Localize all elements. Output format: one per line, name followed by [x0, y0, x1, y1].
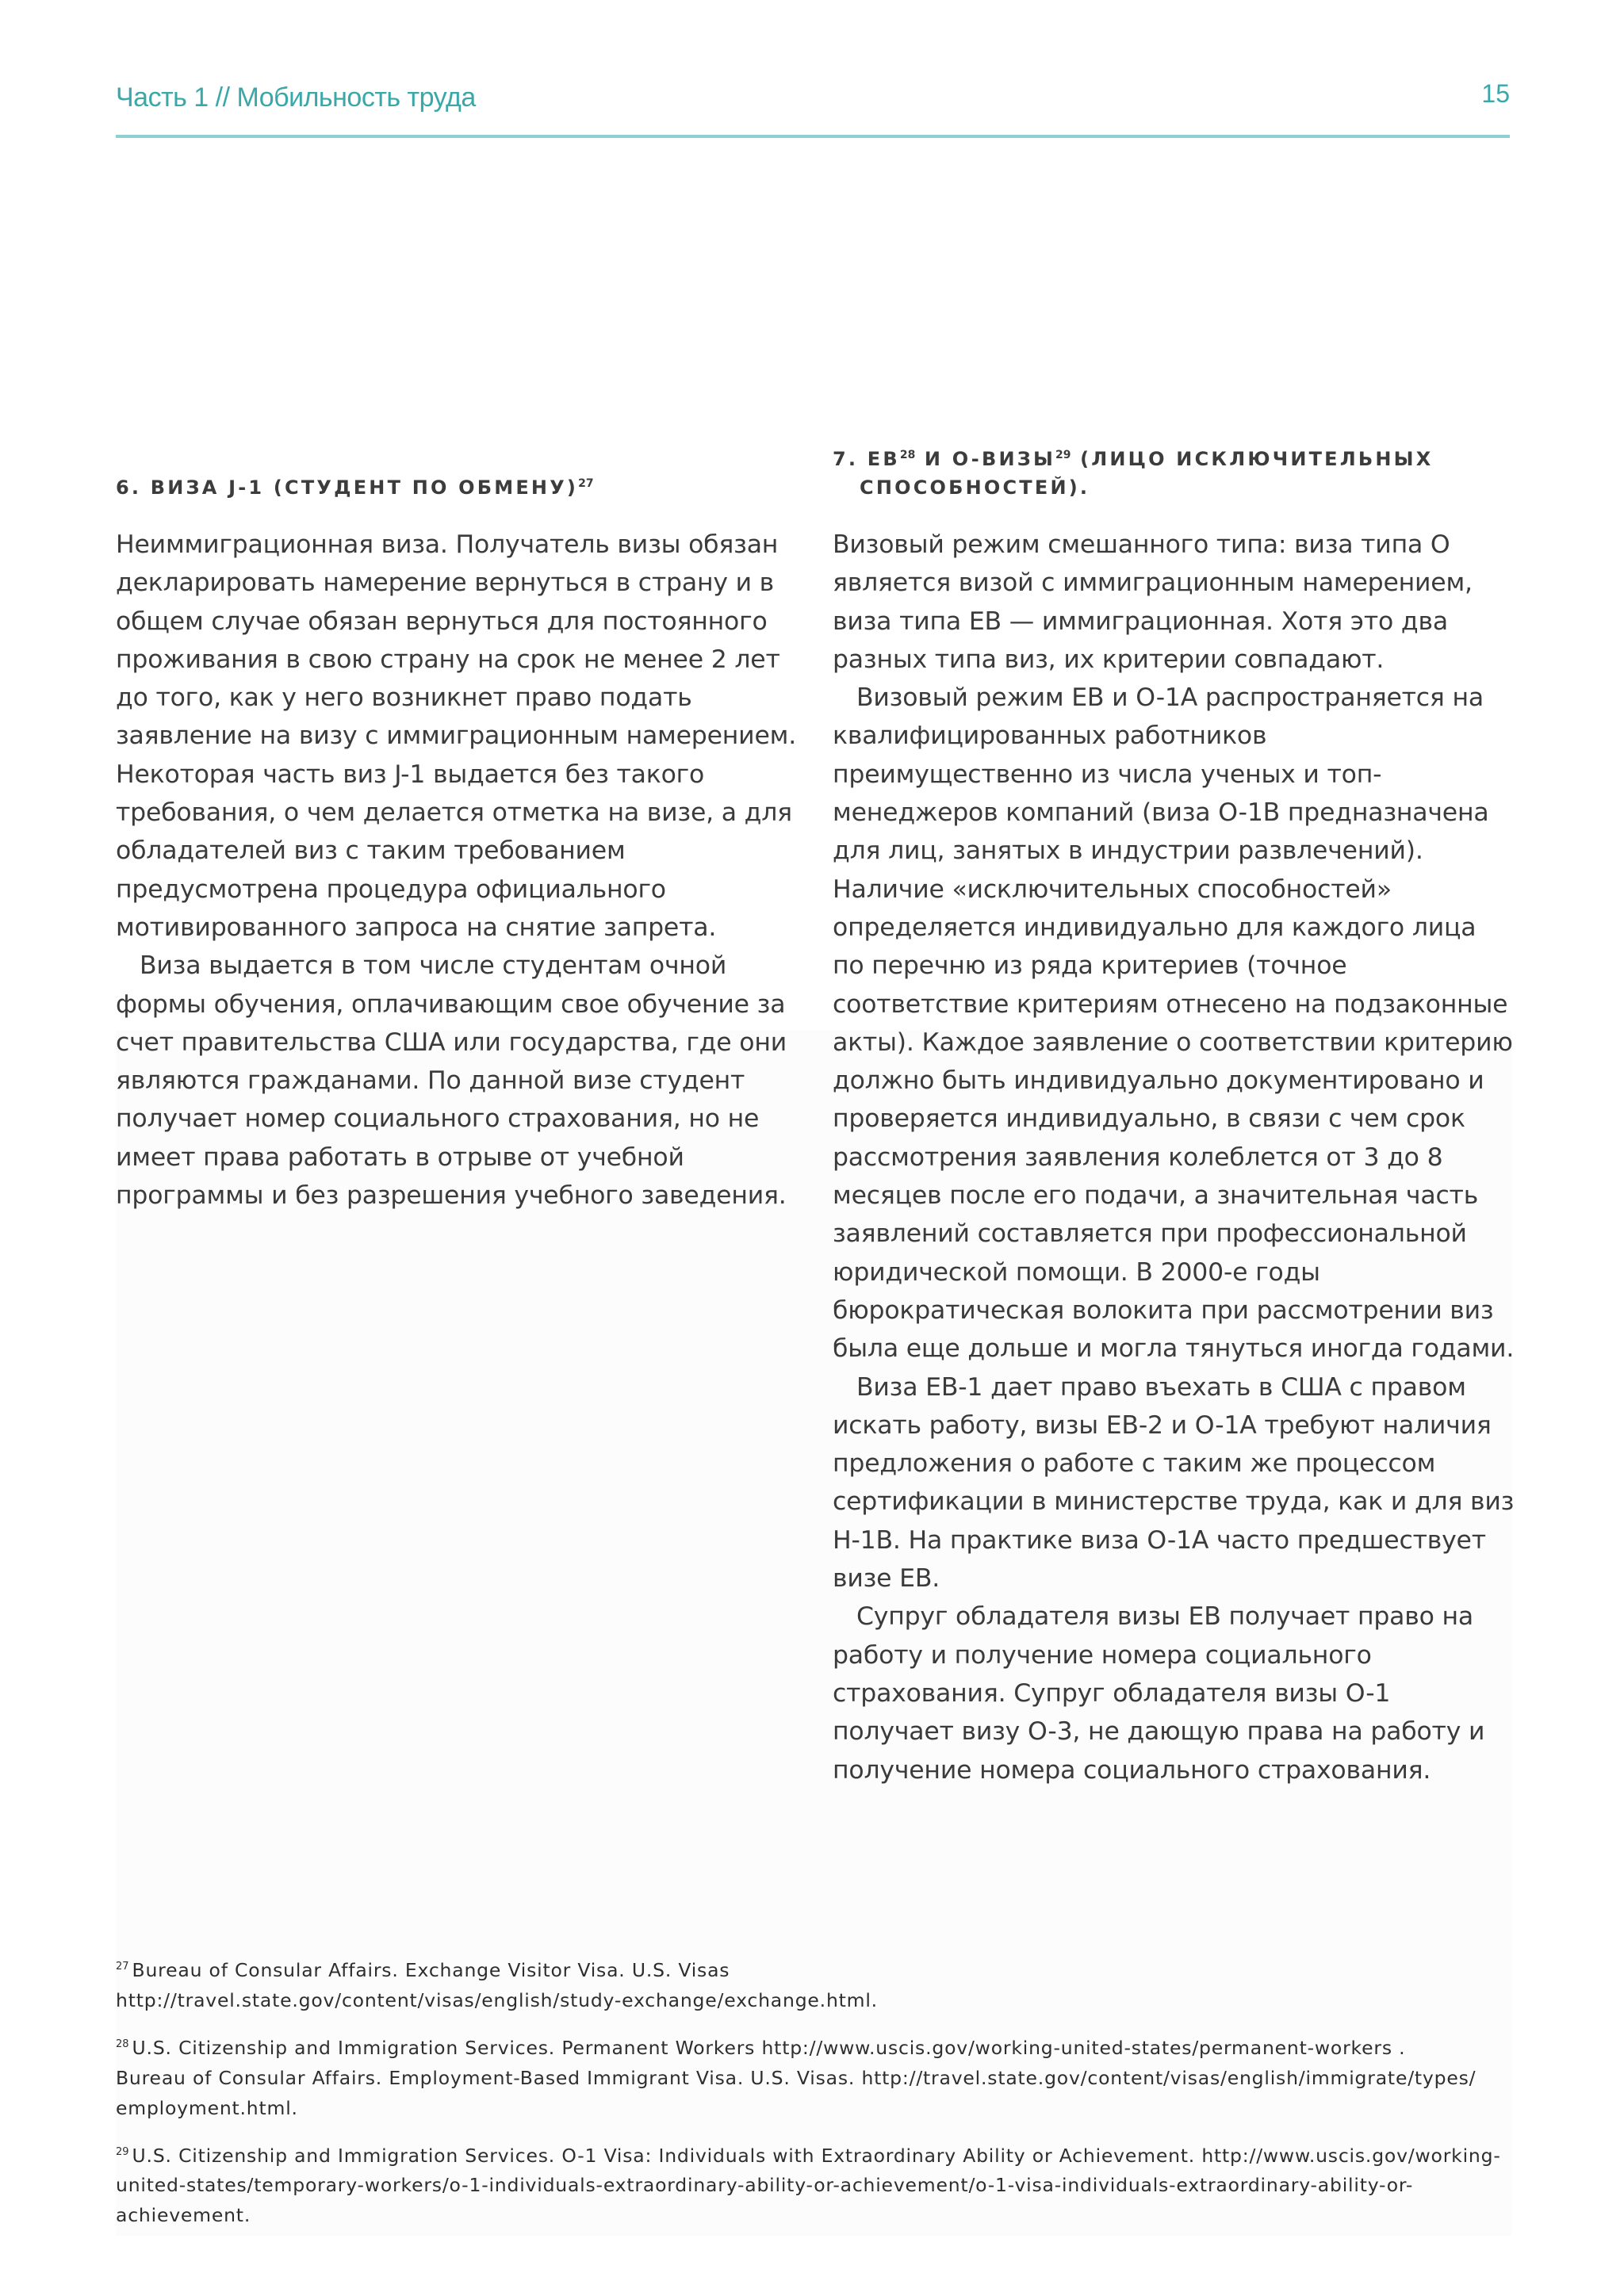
paragraph: Неиммиграционная виза. Получатель визы обязан декларировать намерение вернуться в страну и в общем случае обязан вернуться для постоянного проживания в свою страну на срок не менее 2 лет до того, как у него возникнет право подать заявление на визу с иммиграционным намерением. Некоторая часть виз J-1 выдается без такого требования, о чем делается отметка на визе, а для обладателей виз с таким требованием предусмотрена процедура официального мотивированного запроса на снятие запрета.	[116, 530, 797, 942]
paragraph: Супруг обладателя визы EB получает право на работу и получение номера социального страхования. Супруг обладателя визы O-1 получает визу O-3, не дающую права на работу и получение номера социального страхования.	[833, 1602, 1485, 1785]
paragraph: Виза EB-1 дает право въехать в США с правом искать работу, визы EB-2 и O-1A требуют наличия предложения о работе с таким же процессом сертификации в министерстве труда, как и для виз H-1B. На практике виза O-1A часто предшествует визе EB.	[833, 1372, 1515, 1594]
section-j1-visa	[116, 441, 798, 1215]
section-title: Часть 1 // Мобильность труда	[116, 82, 476, 113]
footnote-27: $^{27}$ Bureau of Consular Affairs. Exchange Visitor Visa. U.S. Visas http://travel.state.gov/content/visas/english/study-exchange/exchange.html.	[116, 1958, 878, 2011]
section-eb-o-visas	[833, 441, 1515, 1789]
paragraph: Визовый режим EB и O-1A распространяется на квалифицированных работников преимущественно из числа ученых и топ-менеджеров компаний (виза O-1B предназначена для лиц, занятых в индустрии развлечений). Наличие «исключительных способностей» определяется индивидуально для каждого лица по перечню из ряда критериев (точное соответствие критериям отнесено на подзаконные акты). Каждое заявление о соответствии критерию должно быть индивидуально документировано и проверяется индивидуально, в связи с чем срок рассмотрения заявления колеблется от 3 до 8 месяцев после его подачи, а значительная часть заявлений составляется при профессиональной юридической помощи. В 2000-е годы бюрократическая волокита при рассмотрении виз была еще дольше и могла тянуться иногда годами.	[833, 683, 1515, 1364]
section-heading-eb-o: 7. EB$^{28}$ И O-ВИЗЫ$^{29}$ (ЛИЦО ИСКЛЮЧИТЕЛЬНЫХ СПОСОБНОСТЕЙ).	[833, 448, 1434, 499]
footnote-ref-28[interactable]: 28	[899, 449, 916, 461]
page-number: 15	[1481, 79, 1510, 108]
footnote-28: $^{28}$ U.S. Citizenship and Immigration Services. Permanent Workers http://www.uscis.gov/working-united-states/permanent-workers . Bureau of Consular Affairs. Employment-Based Immigrant Visa. U.S. Visas. http://travel.state.gov/content/visas/english/immigrate/types/ employment.html.	[116, 2036, 1477, 2119]
footnote-ref-29[interactable]: 29	[1055, 449, 1071, 461]
paragraph: Визовый режим смешанного типа: виза типа O является визой с иммиграционным намерением, виза типа EB — иммиграционная. Хотя это два разных типа виз, их критерии совпадают.	[833, 530, 1473, 674]
footnote-29: $^{29}$ U.S. Citizenship and Immigration Services. O-1 Visa: Individuals with Extraordinary Ability or Achievement. http://www.uscis.gov/working- united-states/temporary-workers/o-1-individuals-extraordinary-ability-or-achievement/o-1-visa-individuals-extraordinary-ability-or- achievement.	[116, 2144, 1501, 2227]
running-header	[116, 78, 1510, 138]
paragraph: Виза выдается в том числе студентам очной формы обучения, оплачивающим свое обучение за счет правительства США или государства, где они являются гражданами. По данной визе студент получает номер социального страхования, но не имеет права работать в отрыве от учебной программы и без разрешения учебного заведения.	[116, 951, 787, 1211]
section-heading-j1: 6. ВИЗА J-1 (СТУДЕНТ ПО ОБМЕНУ)$^{27}$	[116, 476, 594, 499]
footnotes	[116, 1952, 1511, 2244]
footnote-ref-27[interactable]: 27	[578, 477, 594, 490]
